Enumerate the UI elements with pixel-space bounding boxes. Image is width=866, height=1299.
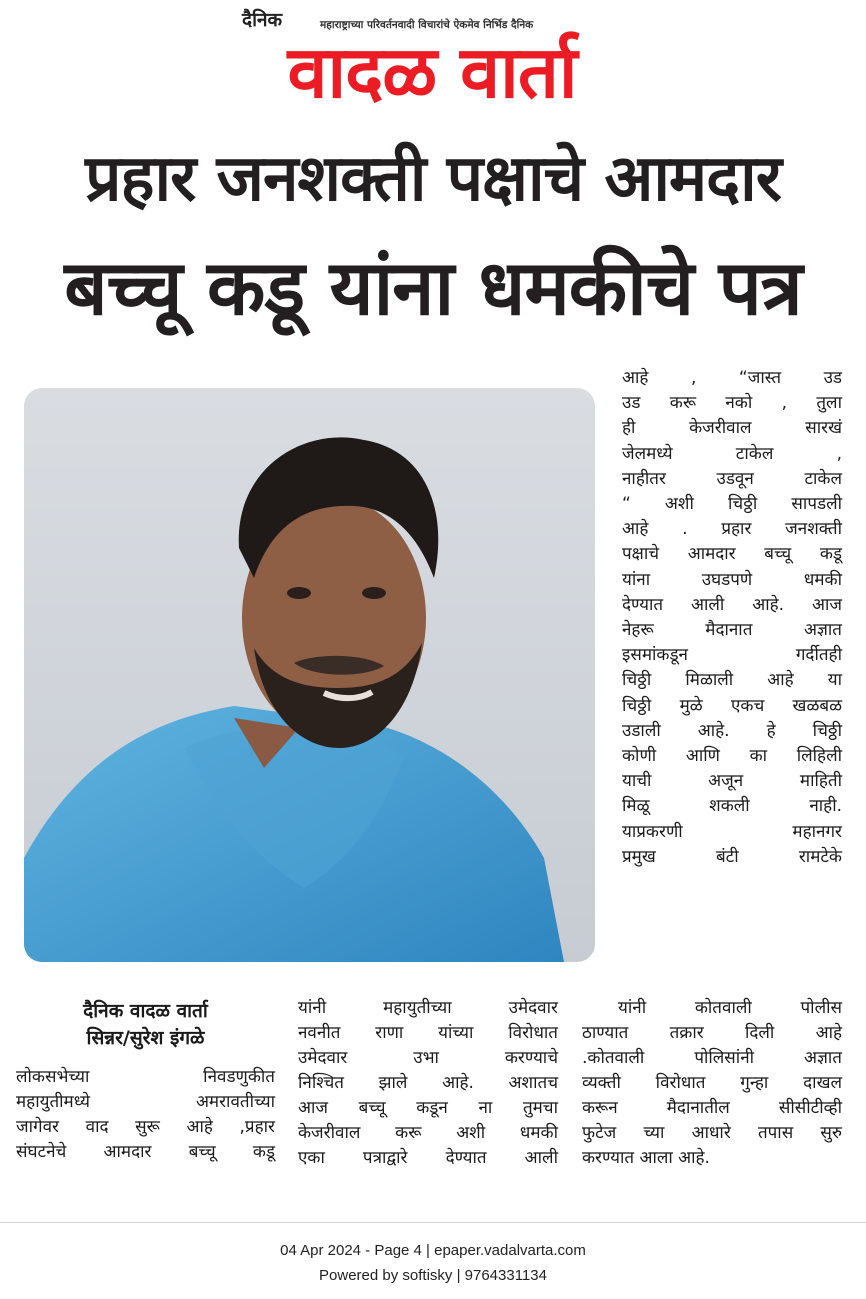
text-line: जागेवर वाद सुरू आहे ,प्रहार (16, 1117, 275, 1137)
text-line: केजरीवाल करू अशी धमकी (298, 1123, 558, 1143)
article-column-right (622, 366, 842, 870)
text-line: संघटनेचे आमदार बच्चू कडू (16, 1142, 275, 1162)
text-line: याची अजून माहिती (622, 771, 842, 792)
text-line: .कोतवाली पोलिसांनी अज्ञात (582, 1048, 842, 1068)
text-line: ही केजरीवाल सारखं (622, 418, 842, 439)
text-line: जेलमध्ये टाकेल , (622, 443, 842, 464)
text-line: आज बच्चू कडून ना तुमचा (298, 1098, 558, 1118)
text-line: उड करू नको , तुला (622, 393, 842, 414)
masthead (232, 4, 632, 116)
text-line: “ अशी चिठ्ठी सापडली (622, 494, 842, 515)
byline-publication: दैनिक वादळ वार्ता (83, 1000, 208, 1022)
text-line: यांनी महायुतीच्या उमेदवार (298, 998, 558, 1018)
footer-divider (0, 1222, 866, 1223)
text-line: यांना उघडपणे धमकी (622, 569, 842, 590)
text-line: लोकसभेच्या निवडणुकीत (16, 1067, 275, 1087)
article-column-right-bottom (582, 996, 842, 1171)
article-column-middle (298, 996, 558, 1171)
text-line: याप्रकरणी महानगर (622, 821, 842, 842)
text-line: नाहीतर उडवून टाकेल (622, 468, 842, 489)
text-line: ठाण्यात तक्रार दिली आहे (582, 1023, 842, 1043)
masthead-dainik: दैनिक (242, 9, 283, 31)
portrait-image (24, 388, 595, 962)
footer-date-page: 04 Apr 2024 - Page 4 | epaper.vadalvarta.com (280, 1242, 586, 1259)
text-line: करून मैदानातील सीसीटीव्ही (582, 1098, 842, 1118)
text-line: देण्यात आली आहे. आज (622, 594, 842, 615)
text-line: कोणी आणि का लिहिली (622, 746, 842, 767)
text-line: आहे , “जास्त उड (622, 368, 842, 388)
masthead-tagline: महाराष्ट्राच्या परिवर्तनवादी विचारांचे ऐकमेव निर्भिड दैनिक (320, 19, 534, 31)
headline-line-1: प्रहार जनशक्ती पक्षाचे आमदार (85, 142, 781, 216)
headline-line-2: बच्चू कडू यांना धमकीचे पत्र (64, 243, 802, 332)
article-byline (16, 998, 275, 1052)
text-line: उमेदवार उभा करण्याचे (298, 1048, 558, 1068)
article-column-left (16, 1065, 275, 1165)
text-line: व्यक्ती विरोधात गुन्हा दाखल (582, 1073, 842, 1093)
text-line: उडाली आहे. हे चिठ्ठी (622, 720, 842, 741)
text-line: नेहरू मैदानात अज्ञात (622, 620, 842, 641)
footer-powered-by: Powered by softisky | 9764331134 (319, 1267, 547, 1284)
text-line: नवनीत राणा यांच्या विरोधात (298, 1023, 558, 1043)
text-line: चिठ्ठी मिळाली आहे या (622, 670, 842, 691)
text-line: फुटेज च्या आधारे तपास सुरु (582, 1123, 842, 1143)
text-line: एका पत्राद्वारे देण्यात आली (298, 1148, 558, 1168)
text-line: चिठ्ठी मुळे एकच खळबळ (622, 695, 842, 716)
text-line: पक्षाचे आमदार बच्चू कडू (622, 544, 842, 565)
article-photo (24, 388, 595, 962)
byline-location-author: सिन्नर/सुरेश इंगळे (86, 1027, 205, 1049)
newspaper-logo: वादळ वार्ता (287, 30, 577, 114)
text-line: प्रमुख बंटी रामटेके (622, 846, 842, 867)
text-line: यांनी कोतवाली पोलीस (618, 998, 842, 1018)
text-line: इसमांकडून गर्दीतही (622, 645, 842, 666)
text-line: महायुतीमध्ये अमरावतीच्या (16, 1092, 275, 1112)
text-line: करण्यात आला आहे. (582, 1148, 710, 1168)
text-line: मिळू शकली नाही. (622, 796, 842, 817)
text-line: निश्चित झाले आहे. अशातच (298, 1073, 558, 1093)
text-line: आहे . प्रहार जनशक्ती (622, 519, 842, 540)
